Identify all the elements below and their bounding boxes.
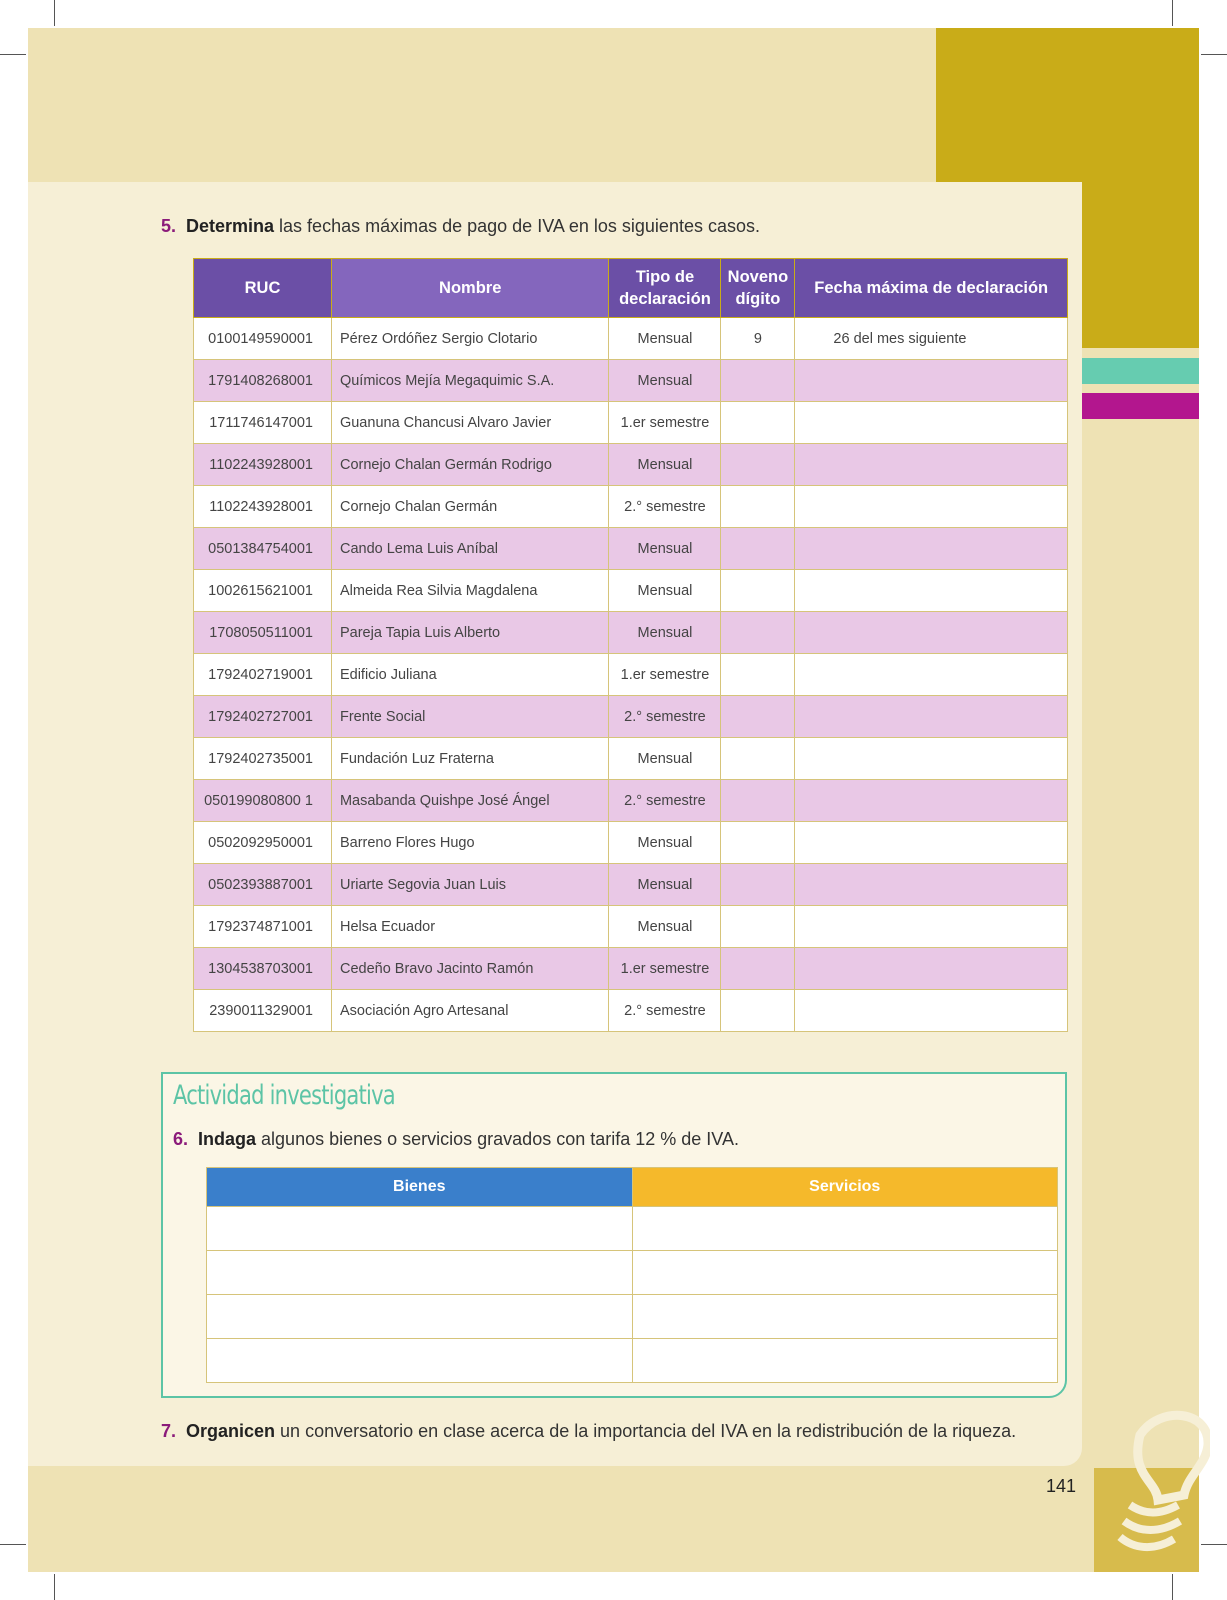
fecha-cell[interactable] bbox=[795, 528, 1068, 570]
servicios-cell[interactable] bbox=[632, 1295, 1058, 1339]
servicios-cell[interactable] bbox=[632, 1207, 1058, 1251]
crop-mark bbox=[0, 54, 26, 55]
question-verb: Determina bbox=[186, 216, 275, 236]
table-row bbox=[194, 318, 1068, 360]
fecha-cell[interactable] bbox=[795, 612, 1068, 654]
ruc-cell: 0502393887001 bbox=[194, 864, 332, 906]
question-6 bbox=[173, 1129, 739, 1150]
table-row bbox=[194, 864, 1068, 906]
crop-mark bbox=[54, 1574, 55, 1600]
tipo-cell: 2.° semestre bbox=[609, 486, 721, 528]
digito-cell[interactable] bbox=[721, 570, 795, 612]
table-row bbox=[194, 612, 1068, 654]
nombre-cell: Pérez Ordóñez Sergio Clotario bbox=[331, 318, 609, 360]
table-row bbox=[194, 402, 1068, 444]
ruc-cell: 0501384754001 bbox=[194, 528, 332, 570]
header-noveno: Noveno dígito bbox=[721, 259, 795, 318]
digito-cell[interactable] bbox=[721, 486, 795, 528]
digito-cell[interactable] bbox=[721, 822, 795, 864]
table-row bbox=[194, 906, 1068, 948]
nombre-cell: Almeida Rea Silvia Magdalena bbox=[331, 570, 609, 612]
fecha-cell[interactable]: 26 del mes siguiente bbox=[795, 318, 1068, 360]
header-bienes: Bienes bbox=[207, 1168, 633, 1207]
nombre-cell: Frente Social bbox=[331, 696, 609, 738]
tipo-cell: 2.° semestre bbox=[609, 696, 721, 738]
question-number: 6. bbox=[173, 1129, 189, 1149]
fecha-cell[interactable] bbox=[795, 654, 1068, 696]
fecha-cell[interactable] bbox=[795, 864, 1068, 906]
table-row bbox=[194, 654, 1068, 696]
digito-cell[interactable] bbox=[721, 948, 795, 990]
crop-mark bbox=[1172, 1574, 1173, 1600]
ruc-cell: 2390011329001 bbox=[194, 990, 332, 1032]
table-row bbox=[194, 780, 1068, 822]
question-text: un conversatorio en clase acerca de la importancia del IVA en la redistribución de la riqueza. bbox=[275, 1421, 1017, 1441]
nombre-cell: Guanuna Chancusi Alvaro Javier bbox=[331, 402, 609, 444]
crop-mark bbox=[1201, 54, 1227, 55]
table-row bbox=[194, 822, 1068, 864]
table-row bbox=[194, 570, 1068, 612]
bienes-cell[interactable] bbox=[207, 1207, 633, 1251]
fecha-cell[interactable] bbox=[795, 822, 1068, 864]
fecha-cell[interactable] bbox=[795, 738, 1068, 780]
nombre-cell: Cornejo Chalan Germán bbox=[331, 486, 609, 528]
tipo-cell: Mensual bbox=[609, 570, 721, 612]
nombre-cell: Cedeño Bravo Jacinto Ramón bbox=[331, 948, 609, 990]
question-number: 5. bbox=[161, 216, 177, 236]
fecha-cell[interactable] bbox=[795, 990, 1068, 1032]
nombre-cell: Cornejo Chalan Germán Rodrigo bbox=[331, 444, 609, 486]
tipo-cell: Mensual bbox=[609, 528, 721, 570]
fecha-cell[interactable] bbox=[795, 360, 1068, 402]
nombre-cell: Barreno Flores Hugo bbox=[331, 822, 609, 864]
digito-cell[interactable] bbox=[721, 528, 795, 570]
tipo-cell: 1.er semestre bbox=[609, 402, 721, 444]
ruc-cell: 0502092950001 bbox=[194, 822, 332, 864]
fecha-cell[interactable] bbox=[795, 570, 1068, 612]
nombre-cell: Masabanda Quishpe José Ángel bbox=[331, 780, 609, 822]
question-verb: Indaga bbox=[198, 1129, 257, 1149]
tipo-cell: Mensual bbox=[609, 906, 721, 948]
header-fecha: Fecha máxima de declaración bbox=[795, 259, 1068, 318]
servicios-cell[interactable] bbox=[632, 1251, 1058, 1295]
question-5 bbox=[161, 216, 760, 237]
header-nombre: Nombre bbox=[331, 259, 609, 318]
nombre-cell: Uriarte Segovia Juan Luis bbox=[331, 864, 609, 906]
tipo-cell: Mensual bbox=[609, 864, 721, 906]
tipo-cell: Mensual bbox=[609, 612, 721, 654]
digito-cell[interactable] bbox=[721, 360, 795, 402]
question-text: algunos bienes o servicios gravados con tarifa 12 % de IVA. bbox=[256, 1129, 739, 1149]
magenta-side-tab bbox=[1082, 393, 1199, 419]
fecha-cell[interactable] bbox=[795, 906, 1068, 948]
table-row bbox=[194, 528, 1068, 570]
goods-services-table bbox=[206, 1167, 1058, 1383]
fecha-cell[interactable] bbox=[795, 444, 1068, 486]
ruc-cell: 0100149590001 bbox=[194, 318, 332, 360]
ruc-cell: 1792374871001 bbox=[194, 906, 332, 948]
bienes-cell[interactable] bbox=[207, 1339, 633, 1383]
question-verb: Organicen bbox=[186, 1421, 276, 1441]
tipo-cell: 1.er semestre bbox=[609, 948, 721, 990]
ruc-cell: 1002615621001 bbox=[194, 570, 332, 612]
table-row bbox=[194, 738, 1068, 780]
question-text: las fechas máximas de pago de IVA en los siguientes casos. bbox=[274, 216, 760, 236]
digito-cell[interactable] bbox=[721, 990, 795, 1032]
tipo-cell: Mensual bbox=[609, 738, 721, 780]
ruc-cell: 1792402719001 bbox=[194, 654, 332, 696]
fecha-cell[interactable] bbox=[795, 780, 1068, 822]
fecha-cell[interactable] bbox=[795, 402, 1068, 444]
table-row bbox=[207, 1207, 1058, 1251]
question-7 bbox=[161, 1421, 1016, 1442]
table-row bbox=[207, 1339, 1058, 1383]
table-row bbox=[194, 444, 1068, 486]
digito-cell[interactable] bbox=[721, 612, 795, 654]
nombre-cell: Helsa Ecuador bbox=[331, 906, 609, 948]
digito-cell[interactable] bbox=[721, 402, 795, 444]
nombre-cell: Edificio Juliana bbox=[331, 654, 609, 696]
ruc-cell: 1792402727001 bbox=[194, 696, 332, 738]
nombre-cell: Asociación Agro Artesanal bbox=[331, 990, 609, 1032]
digito-cell[interactable] bbox=[721, 696, 795, 738]
table-row bbox=[194, 486, 1068, 528]
digito-cell[interactable] bbox=[721, 444, 795, 486]
iva-dates-table bbox=[193, 258, 1068, 1032]
bienes-cell[interactable] bbox=[207, 1295, 633, 1339]
table-header-row bbox=[207, 1168, 1058, 1207]
fecha-cell[interactable] bbox=[795, 948, 1068, 990]
ruc-cell: 1708050511001 bbox=[194, 612, 332, 654]
tipo-cell: 1.er semestre bbox=[609, 654, 721, 696]
digito-cell[interactable] bbox=[721, 906, 795, 948]
ruc-cell: 050199080800 1 bbox=[194, 780, 332, 822]
tipo-cell: 2.° semestre bbox=[609, 780, 721, 822]
table-row bbox=[207, 1251, 1058, 1295]
table-header-row bbox=[194, 259, 1068, 318]
table-row bbox=[194, 696, 1068, 738]
digito-cell[interactable] bbox=[721, 654, 795, 696]
servicios-cell[interactable] bbox=[632, 1339, 1058, 1383]
activity-title: Actividad investigativa bbox=[173, 1080, 395, 1111]
tipo-cell: Mensual bbox=[609, 444, 721, 486]
tipo-cell: Mensual bbox=[609, 318, 721, 360]
ruc-cell: 1711746147001 bbox=[194, 402, 332, 444]
question-number: 7. bbox=[161, 1421, 177, 1441]
table-row bbox=[194, 360, 1068, 402]
bienes-cell[interactable] bbox=[207, 1251, 633, 1295]
header-ruc: RUC bbox=[194, 259, 332, 318]
fecha-cell[interactable] bbox=[795, 486, 1068, 528]
header-tipo: Tipo de declaración bbox=[609, 259, 721, 318]
tipo-cell: Mensual bbox=[609, 360, 721, 402]
nombre-cell: Químicos Mejía Megaquimic S.A. bbox=[331, 360, 609, 402]
header-servicios: Servicios bbox=[632, 1168, 1058, 1207]
teal-side-tab bbox=[1082, 358, 1199, 384]
crop-mark bbox=[0, 1544, 26, 1545]
table-row bbox=[207, 1295, 1058, 1339]
ruc-cell: 1792402735001 bbox=[194, 738, 332, 780]
lightbulb-icon bbox=[1100, 1405, 1210, 1555]
nombre-cell: Cando Lema Luis Aníbal bbox=[331, 528, 609, 570]
tipo-cell: Mensual bbox=[609, 822, 721, 864]
nombre-cell: Pareja Tapia Luis Alberto bbox=[331, 612, 609, 654]
ruc-cell: 1102243928001 bbox=[194, 486, 332, 528]
ruc-cell: 1102243928001 bbox=[194, 444, 332, 486]
ruc-cell: 1304538703001 bbox=[194, 948, 332, 990]
table-row bbox=[194, 948, 1068, 990]
crop-mark bbox=[1172, 0, 1173, 26]
crop-mark bbox=[54, 0, 55, 26]
table-row bbox=[194, 990, 1068, 1032]
digito-cell[interactable] bbox=[721, 738, 795, 780]
nombre-cell: Fundación Luz Fraterna bbox=[331, 738, 609, 780]
page-number: 141 bbox=[1046, 1476, 1077, 1496]
digito-cell[interactable]: 9 bbox=[721, 318, 795, 360]
fecha-cell[interactable] bbox=[795, 696, 1068, 738]
digito-cell[interactable] bbox=[721, 780, 795, 822]
tipo-cell: 2.° semestre bbox=[609, 990, 721, 1032]
digito-cell[interactable] bbox=[721, 864, 795, 906]
ruc-cell: 1791408268001 bbox=[194, 360, 332, 402]
